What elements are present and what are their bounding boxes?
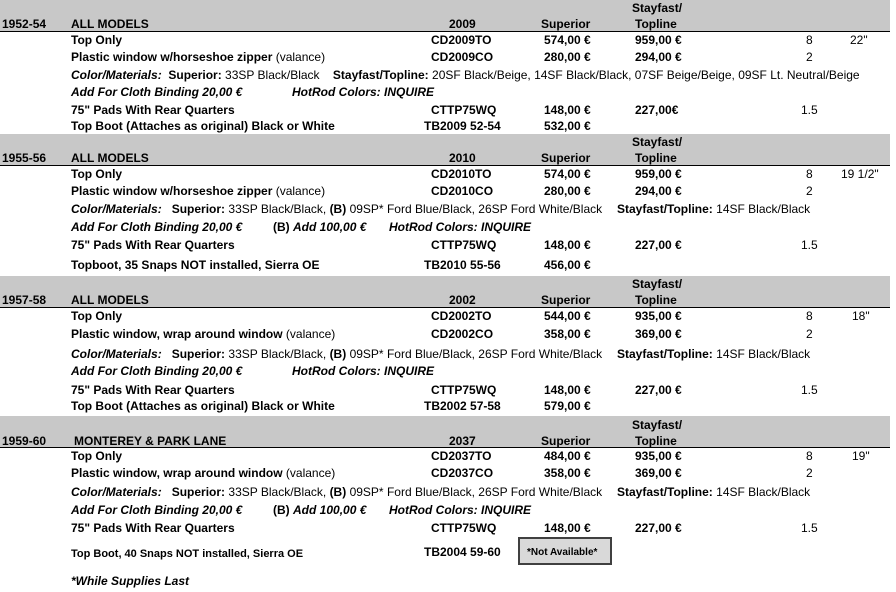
stayfast-price: 227,00 € (635, 383, 682, 397)
section-code: 2009 (449, 17, 476, 31)
stayfast-price: 959,00 € (635, 167, 682, 181)
top-boot-label: Top Boot (Attaches as original) Black or White (71, 119, 335, 133)
part-number: TB2009 52-54 (424, 119, 501, 133)
part-number: CTTP75WQ (431, 383, 497, 397)
color-materials-prefix: Color/Materials: (71, 202, 162, 216)
stayfast-label: Stayfast/Topline: (617, 485, 713, 499)
stayfast-price: 294,00 € (635, 50, 682, 64)
section-years: 1952-54 (2, 17, 47, 31)
superior-price: 532,00 € (544, 119, 591, 133)
quantity: 1.5 (801, 103, 818, 117)
stayfast-price: 935,00 € (635, 309, 682, 323)
stayfast-materials-line (617, 485, 810, 499)
part-number: TB2002 57-58 (424, 399, 501, 413)
option-b-label: (B) (273, 503, 290, 517)
option-b-label: (B) (329, 202, 347, 216)
stayfast-label: Stayfast/Topline: (617, 202, 713, 216)
plastic-window-name: Plastic window, wrap around window (71, 466, 283, 480)
stayfast-price: 935,00 € (635, 449, 682, 463)
stayfast-price: 227,00 € (635, 521, 682, 535)
col-stayfast-header: Stayfast/ (632, 277, 683, 291)
col-topline-header: Topline (635, 293, 677, 307)
superior-price: 456,00 € (544, 258, 591, 272)
quantity: 8 (806, 167, 813, 181)
part-number: CTTP75WQ (431, 103, 497, 117)
top-boot-label: Topboot, 35 Snaps NOT installed, Sierra OE (71, 258, 320, 272)
superior-materials: 33SP Black/Black, (228, 347, 327, 361)
section-divider (0, 307, 890, 308)
section-code: 2002 (449, 293, 476, 307)
stayfast-materials: 14SF Black/Black (716, 202, 811, 216)
superior-price: 280,00 € (544, 50, 591, 64)
pads-label: 75" Pads With Rear Quarters (71, 103, 235, 117)
col-stayfast-header: Stayfast/ (632, 418, 683, 432)
superior-price: 579,00 € (544, 399, 591, 413)
size: 18" (852, 309, 870, 323)
superior-price: 484,00 € (544, 449, 591, 463)
part-number: CTTP75WQ (431, 521, 497, 535)
section-model: ALL MODELS (71, 151, 149, 165)
stayfast-price: 369,00 € (635, 327, 682, 341)
stayfast-materials: 14SF Black/Black (716, 485, 811, 499)
superior-price: 574,00 € (544, 33, 591, 47)
quantity: 8 (806, 449, 813, 463)
color-materials-prefix: Color/Materials: (71, 485, 162, 499)
part-number: CD2002TO (431, 309, 492, 323)
stayfast-materials: 14SF Black/Black (716, 347, 811, 361)
col-superior-header: Superior (541, 151, 591, 165)
pads-label: 75" Pads With Rear Quarters (71, 238, 235, 252)
not-available-text: *Not Available* (527, 547, 598, 558)
superior-price: 280,00 € (544, 184, 591, 198)
col-stayfast-header: Stayfast/ (632, 1, 683, 15)
part-number: CD2009CO (431, 50, 494, 64)
col-topline-header: Topline (635, 434, 677, 448)
option-b-addon (273, 220, 366, 234)
section-code: 2010 (449, 151, 476, 165)
stayfast-price: 369,00 € (635, 466, 682, 480)
plastic-window-name: Plastic window, wrap around window (71, 327, 283, 341)
section-divider (0, 31, 890, 32)
color-materials-prefix: Color/Materials: (71, 68, 162, 82)
part-number: CD2037TO (431, 449, 492, 463)
stayfast-materials-line (617, 347, 810, 361)
section-divider (0, 165, 890, 166)
superior-label: Superior: (171, 202, 226, 216)
size: 19 1/2" (841, 167, 879, 181)
stayfast-price: 227,00 € (635, 238, 682, 252)
plastic-window-name: Plastic window w/horseshoe zipper (71, 50, 273, 64)
section-years: 1959-60 (2, 434, 47, 448)
option-b-addon (273, 503, 366, 517)
quantity: 2 (806, 184, 813, 198)
quantity: 1.5 (801, 383, 818, 397)
add-cloth-binding: Add For Cloth Binding 20,00 € (71, 364, 243, 378)
hotrod-colors: HotRod Colors: INQUIRE (389, 503, 531, 517)
quantity: 8 (806, 309, 813, 323)
option-b-materials: 09SP* Ford Blue/Black, 26SP Ford White/Black (349, 485, 603, 499)
section-years: 1957-58 (2, 293, 47, 307)
part-number: CD2010TO (431, 167, 492, 181)
plastic-window-suffix: (valance) (285, 327, 336, 341)
top-boot-label: Top Boot, 40 Snaps NOT installed, Sierra OE (71, 548, 304, 560)
superior-materials: 33SP Black/Black, (228, 202, 327, 216)
col-topline-header: Topline (635, 151, 677, 165)
stayfast-price: 294,00 € (635, 184, 682, 198)
option-b-price: Add 100,00 € (293, 220, 367, 234)
color-materials-line (71, 485, 602, 499)
superior-materials: 33SP Black/Black (225, 68, 320, 82)
quantity: 2 (806, 50, 813, 64)
part-number: CTTP75WQ (431, 238, 497, 252)
size: 19" (852, 449, 870, 463)
section-model: ALL MODELS (71, 17, 149, 31)
superior-price: 148,00 € (544, 238, 591, 252)
superior-price: 574,00 € (544, 167, 591, 181)
superior-price: 358,00 € (544, 466, 591, 480)
plastic-window-name: Plastic window w/horseshoe zipper (71, 184, 273, 198)
quantity: 1.5 (801, 521, 818, 535)
section-model: MONTEREY & PARK LANE (74, 434, 227, 448)
quantity: 1.5 (801, 238, 818, 252)
col-superior-header: Superior (541, 434, 591, 448)
part-number: CD2037CO (431, 466, 494, 480)
option-b-materials: 09SP* Ford Blue/Black, 26SP Ford White/Black (349, 347, 603, 361)
part-number: TB2004 59-60 (424, 545, 501, 559)
option-b-label: (B) (329, 347, 347, 361)
superior-price: 148,00 € (544, 103, 591, 117)
hotrod-colors: HotRod Colors: INQUIRE (389, 220, 531, 234)
top-only-label: Top Only (71, 167, 123, 181)
col-stayfast-header: Stayfast/ (632, 135, 683, 149)
col-topline-header: Topline (635, 17, 677, 31)
col-superior-header: Superior (541, 293, 591, 307)
option-b-price: Add 100,00 € (293, 503, 367, 517)
top-only-label: Top Only (71, 309, 123, 323)
stayfast-price: 227,00€ (635, 103, 679, 117)
stayfast-price: 959,00 € (635, 33, 682, 47)
part-number: CD2002CO (431, 327, 494, 341)
stayfast-label: Stayfast/Topline: (617, 347, 713, 361)
superior-price: 544,00 € (544, 309, 591, 323)
color-materials-line (71, 347, 602, 361)
color-materials-line (71, 68, 860, 82)
plastic-window-suffix: (valance) (275, 184, 326, 198)
plastic-window-label (71, 184, 325, 198)
stayfast-materials-line (617, 202, 810, 216)
top-boot-label: Top Boot (Attaches as original) Black or White (71, 399, 335, 413)
top-only-label: Top Only (71, 449, 123, 463)
add-cloth-binding: Add For Cloth Binding 20,00 € (71, 85, 243, 99)
hotrod-colors: HotRod Colors: INQUIRE (292, 85, 434, 99)
color-materials-prefix: Color/Materials: (71, 347, 162, 361)
section-code: 2037 (449, 434, 476, 448)
part-number: CD2010CO (431, 184, 494, 198)
section-model: ALL MODELS (71, 293, 149, 307)
color-materials-line (71, 202, 602, 216)
section-years: 1955-56 (2, 151, 47, 165)
part-number: TB2010 55-56 (424, 258, 501, 272)
option-b-label: (B) (329, 485, 347, 499)
plastic-window-suffix: (valance) (275, 50, 326, 64)
quantity: 2 (806, 466, 813, 480)
option-b-materials: 09SP* Ford Blue/Black, 26SP Ford White/Black (349, 202, 603, 216)
footnote: *While Supplies Last (71, 574, 190, 588)
superior-label: Superior: (171, 347, 226, 361)
superior-label: Superior: (168, 68, 222, 82)
col-superior-header: Superior (541, 17, 591, 31)
add-cloth-binding: Add For Cloth Binding 20,00 € (71, 220, 243, 234)
pads-label: 75" Pads With Rear Quarters (71, 521, 235, 535)
top-only-label: Top Only (71, 33, 123, 47)
superior-label: Superior: (171, 485, 226, 499)
add-cloth-binding: Add For Cloth Binding 20,00 € (71, 503, 243, 517)
stayfast-materials: 20SF Black/Beige, 14SF Black/Black, 07SF Beige/Beige, 09SF Lt. Neutral/Beige (432, 68, 860, 82)
superior-materials: 33SP Black/Black, (228, 485, 327, 499)
size: 22" (850, 33, 868, 47)
hotrod-colors: HotRod Colors: INQUIRE (292, 364, 434, 378)
superior-price: 148,00 € (544, 383, 591, 397)
plastic-window-label (71, 50, 325, 64)
plastic-window-label (71, 466, 335, 480)
stayfast-label: Stayfast/Topline: (332, 68, 429, 82)
plastic-window-label (71, 327, 335, 341)
option-b-label: (B) (273, 220, 290, 234)
part-number: CD2009TO (431, 33, 492, 47)
plastic-window-suffix: (valance) (285, 466, 336, 480)
quantity: 2 (806, 327, 813, 341)
pads-label: 75" Pads With Rear Quarters (71, 383, 235, 397)
quantity: 8 (806, 33, 813, 47)
superior-price: 148,00 € (544, 521, 591, 535)
superior-price: 358,00 € (544, 327, 591, 341)
